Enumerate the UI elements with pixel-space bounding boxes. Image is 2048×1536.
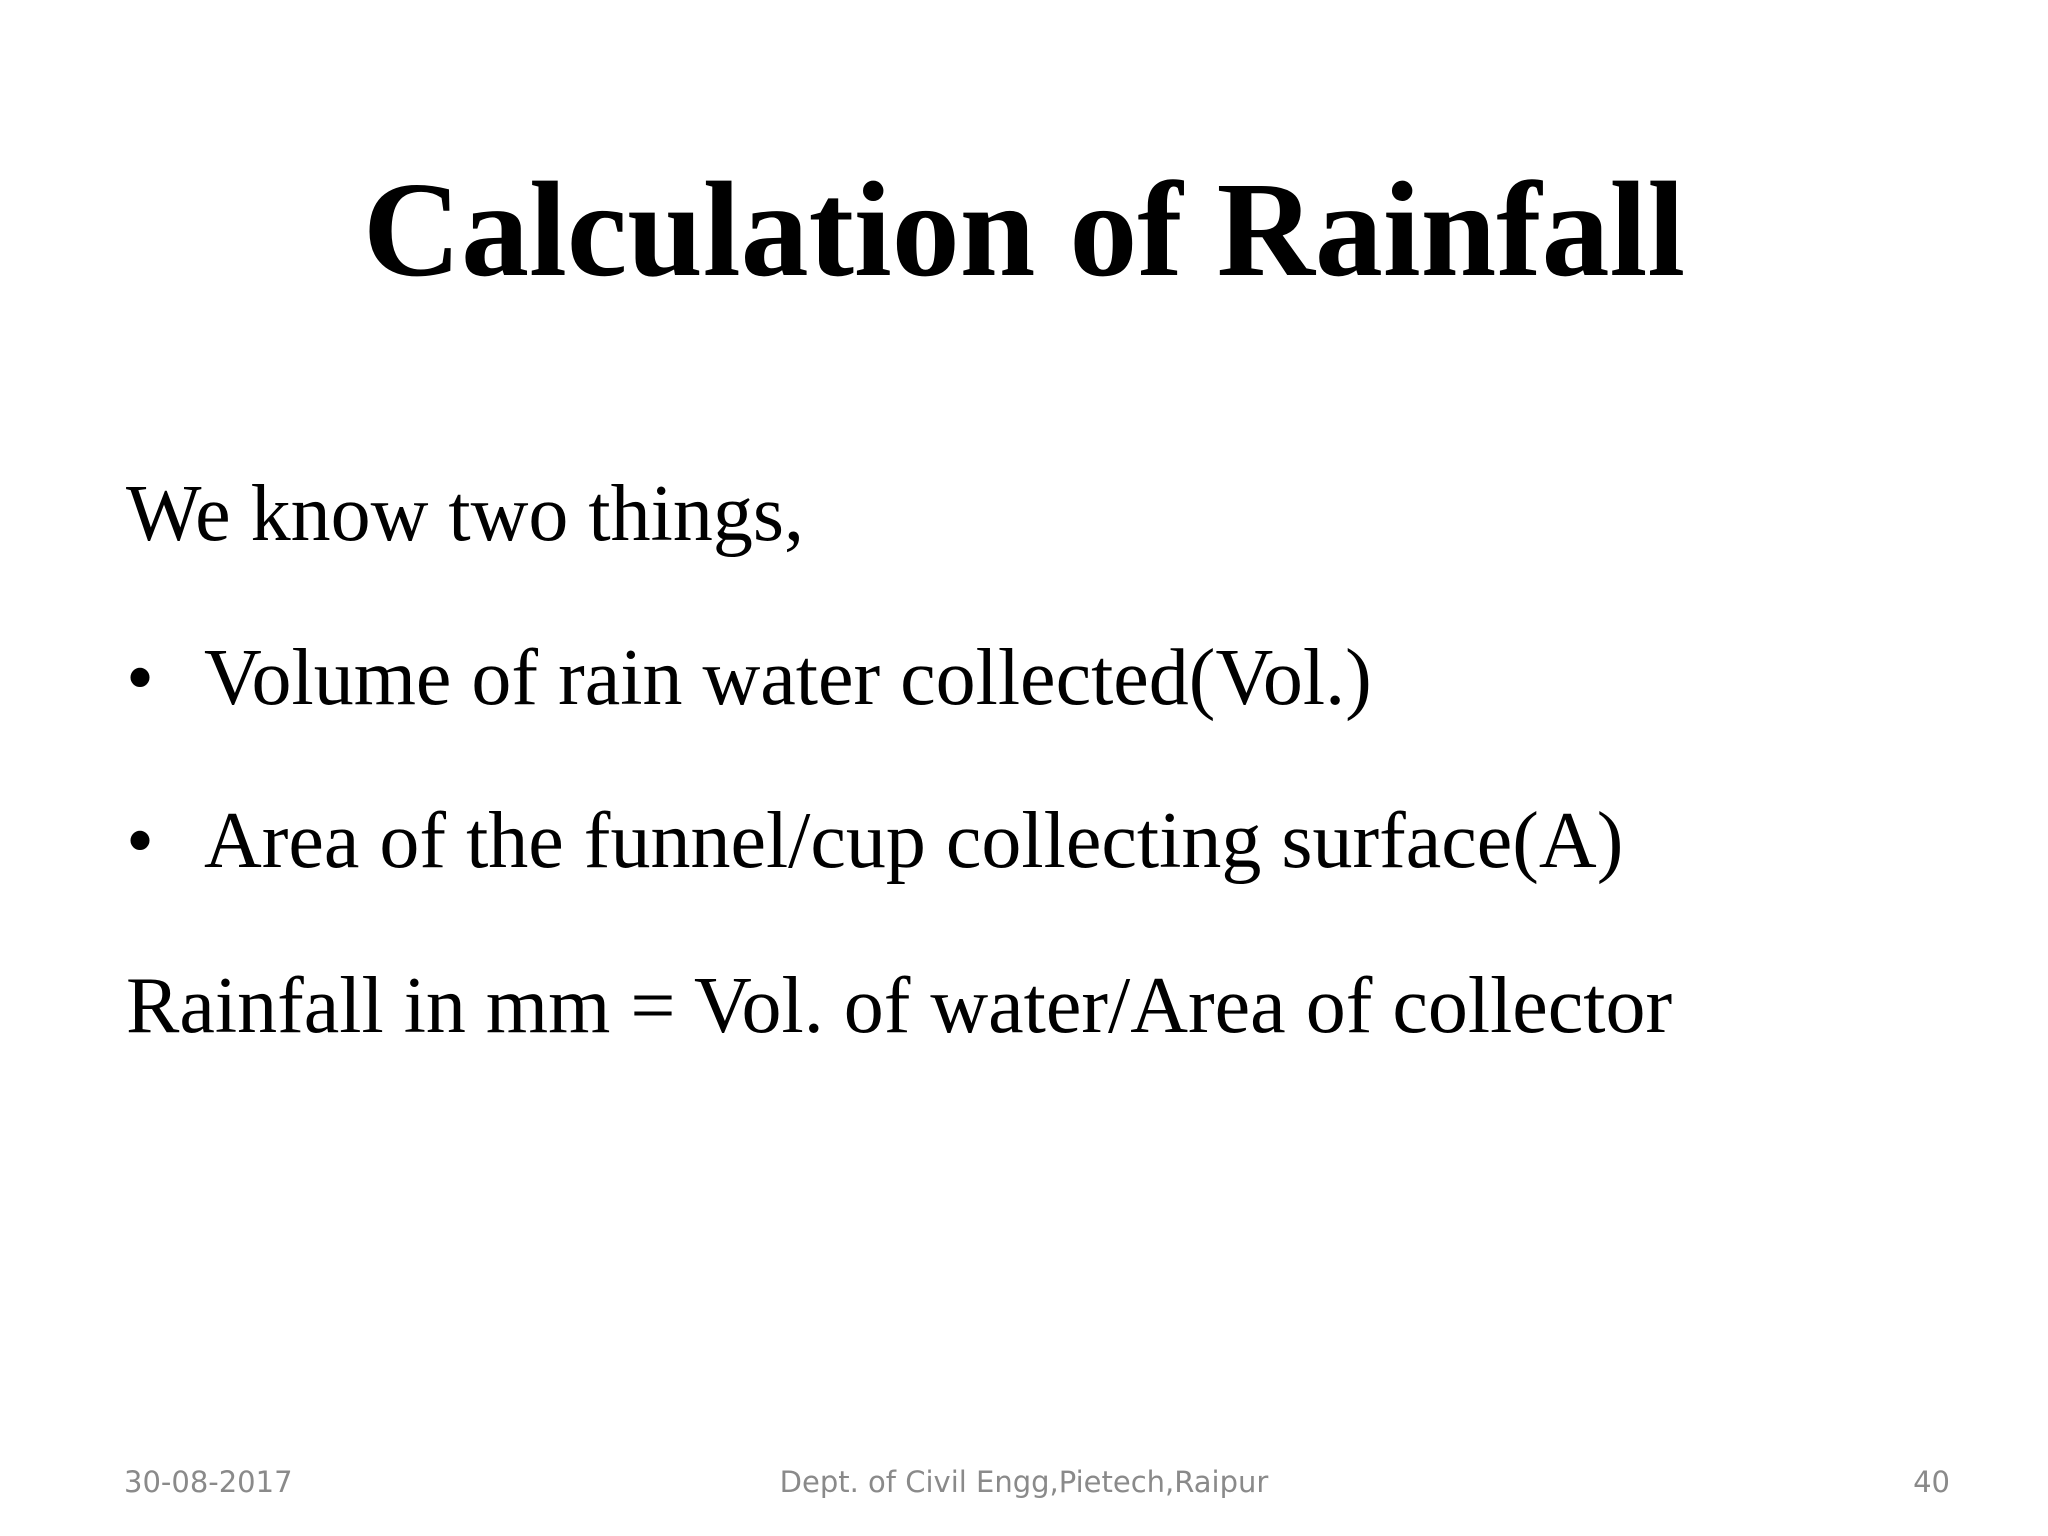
slide-number: 40: [1913, 1465, 1950, 1499]
rainfall-formula: Rainfall in mm = Vol. of water/Area of collector: [126, 962, 1673, 1050]
footer-date: 30-08-2017: [124, 1465, 293, 1499]
bullet-item-volume: [126, 630, 1372, 726]
bullet-icon: •: [126, 797, 155, 885]
bullet-item-area: [126, 793, 1623, 889]
footer-department: Dept. of Civil Engg,Pietech,Raipur: [779, 1465, 1269, 1499]
intro-text: We know two things,: [126, 470, 804, 558]
slide-title: Calculation of Rainfall: [362, 155, 1686, 305]
bullet-text: Volume of rain water collected(Vol.): [204, 634, 1372, 722]
bullet-icon: •: [126, 634, 155, 722]
bullet-text: Area of the funnel/cup collecting surface(A): [204, 797, 1624, 885]
